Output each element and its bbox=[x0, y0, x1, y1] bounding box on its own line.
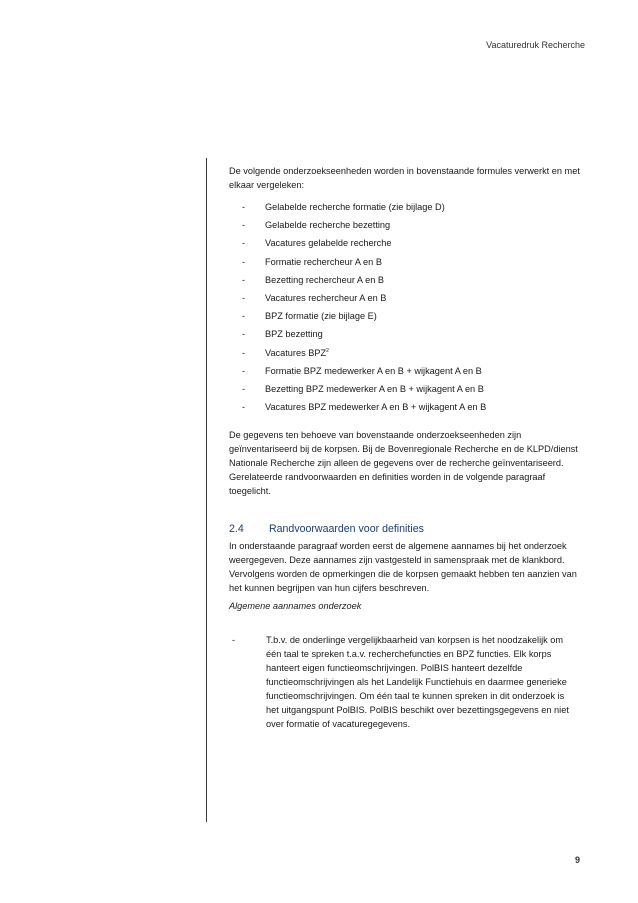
page-number: 9 bbox=[574, 855, 580, 865]
list-item bbox=[229, 398, 581, 416]
section-title: Randvoorwaarden voor definities bbox=[269, 523, 424, 536]
list-dash: - bbox=[242, 347, 246, 358]
running-header: Vacaturedruk Recherche bbox=[486, 40, 585, 50]
page-content bbox=[229, 164, 581, 731]
list-item bbox=[229, 307, 581, 325]
list-dash: - bbox=[242, 329, 246, 340]
list-item bbox=[229, 216, 581, 234]
list-item-text: Bezetting rechercheur A en B bbox=[265, 274, 385, 285]
list-item-text: BPZ bezetting bbox=[265, 329, 323, 340]
subheading: Algemene aannames onderzoek bbox=[229, 601, 362, 612]
intro-paragraph: De volgende onderzoekseenheden worden in bovenstaande formules verwerkt en met elkaar vergeleken: bbox=[229, 166, 580, 190]
list-item bbox=[229, 198, 581, 216]
list-item-text: Gelabelde recherche bezetting bbox=[265, 220, 391, 231]
list-item-text bbox=[265, 346, 329, 360]
list-dash: - bbox=[242, 256, 246, 267]
list-dash: - bbox=[242, 365, 246, 376]
list-dash: - bbox=[242, 293, 246, 304]
list-dash: - bbox=[242, 383, 246, 394]
list-dash: - bbox=[242, 238, 246, 249]
assumption-list-item bbox=[229, 633, 581, 731]
list-item-text: Gelabelde recherche formatie (zie bijlage D) bbox=[265, 202, 445, 213]
section-number: 2.4 bbox=[229, 523, 244, 536]
footnote-marker[interactable]: 2 bbox=[326, 347, 329, 354]
list-dash: - bbox=[232, 635, 236, 646]
list-item-text: Vacatures gelabelde recherche bbox=[265, 238, 392, 249]
list-item bbox=[229, 362, 581, 380]
list-dash: - bbox=[242, 274, 246, 285]
margin-rule bbox=[206, 158, 207, 822]
list-item-text: Formatie BPZ medewerker A en B + wijkagent A en B bbox=[265, 365, 482, 376]
list-item-label: Vacatures BPZ bbox=[265, 347, 327, 358]
section-intro-paragraph: In onderstaande paragraaf worden eerst de algemene aannames bij het onderzoek weergegeven. Deze aannames zijn vastgesteld in samenspraak met de klankbord. Vervolgens worden de opmerkingen die de korpsen gemaakt hebben ten aanzien van het kunnen begrijpen van hun cijfers beschreven. bbox=[229, 541, 577, 594]
list-item-text: Vacatures rechercheur A en B bbox=[265, 293, 387, 304]
list-item-text: Vacatures BPZ medewerker A en B + wijkagent A en B bbox=[265, 402, 487, 413]
list-item-text: BPZ formatie (zie bijlage E) bbox=[265, 311, 377, 322]
list-dash: - bbox=[242, 220, 246, 231]
list-item bbox=[229, 289, 581, 307]
research-units-list bbox=[229, 198, 581, 416]
list-item bbox=[229, 271, 581, 289]
list-dash: - bbox=[242, 402, 246, 413]
list-dash: - bbox=[242, 202, 246, 213]
list-item bbox=[229, 325, 581, 343]
section-heading bbox=[229, 522, 581, 536]
list-item bbox=[229, 253, 581, 271]
list-dash: - bbox=[242, 311, 246, 322]
list-item bbox=[229, 344, 581, 362]
list-item bbox=[229, 234, 581, 252]
list-item-text: Bezetting BPZ medewerker A en B + wijkagent A en B bbox=[265, 383, 484, 394]
list-item bbox=[229, 380, 581, 398]
list-item-text: Formatie rechercheur A en B bbox=[265, 256, 382, 267]
inventory-paragraph: De gegevens ten behoeve van bovenstaande onderzoekseenheden zijn geïnventariseerd bij de korpsen. Bij de Bovenregionale Recherche en de KLPD/dienst Nationale Recherche zijn alleen de gegevens over de recherche geïnventariseerd. Gerelateerde randvoorwaarden en definities worden in de volgende paragraaf toegelicht. bbox=[229, 430, 578, 497]
assumption-text: T.b.v. de onderlinge vergelijkbaarheid van korpsen is het noodzakelijk om één taal te spreken t.a.v. recherchefuncties en BPZ functies. Elk korps hanteert eigen functieomschrijvingen. PolBIS hanteert dezelfde functieomschrijvingen als het Landelijk Functiehuis en daarmee generieke functieomschrijvingen. Om één taal te kunnen spreken in dit onderzoek is het uitgangspunt PolBIS. PolBIS beschikt over bezettingsgegevens en niet over formatie of vacaturegegevens. bbox=[266, 635, 569, 730]
